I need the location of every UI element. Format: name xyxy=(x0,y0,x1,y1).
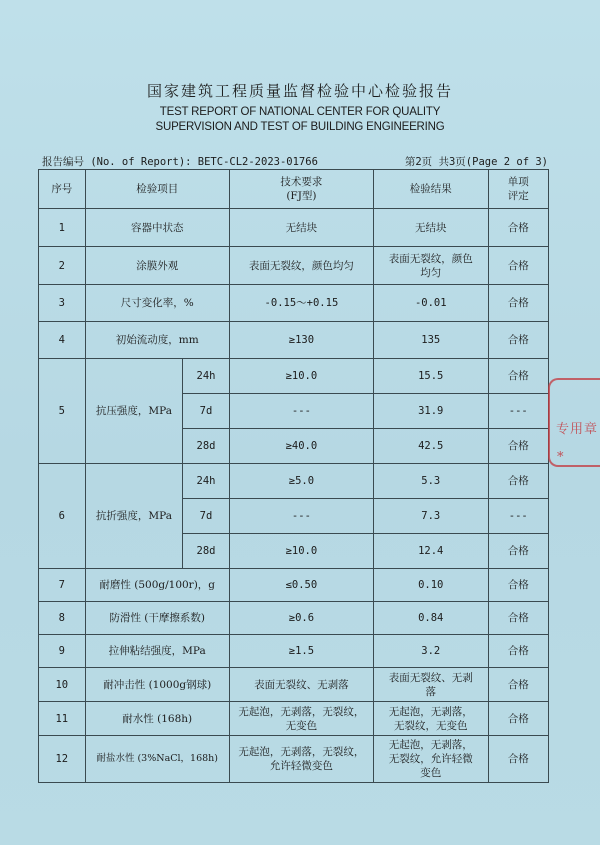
row-requirement: --- xyxy=(229,499,373,534)
row-result xyxy=(374,736,489,783)
col-header-requirement-line1: 技术要求 xyxy=(280,176,323,188)
row-result: 0.10 xyxy=(374,569,489,602)
row-verdict: --- xyxy=(488,394,549,429)
col-header-no: 序号 xyxy=(39,170,86,209)
seal-stamp-star: * xyxy=(557,450,564,465)
row-age: 28d xyxy=(183,429,230,464)
row-result: 5.3 xyxy=(374,464,489,499)
row-result: 135 xyxy=(374,322,489,359)
row-no: 3 xyxy=(39,285,86,322)
row-requirement: ≥1.5 xyxy=(229,635,373,668)
row-requirement xyxy=(229,702,373,736)
row-verdict: 合格 xyxy=(488,602,549,635)
row-item: 初始流动度，mm xyxy=(85,322,229,359)
table-row xyxy=(39,569,549,602)
row-item: 耐水性 (168h) xyxy=(85,702,229,736)
row-age: 24h xyxy=(183,359,230,394)
row-result-line3: 变色 xyxy=(420,767,442,779)
row-requirement-line2: 无变色 xyxy=(285,719,318,732)
row-no: 9 xyxy=(39,635,86,668)
row-result: 7.3 xyxy=(374,499,489,534)
row-verdict: 合格 xyxy=(488,464,549,499)
row-requirement xyxy=(229,736,373,783)
row-verdict: 合格 xyxy=(488,429,549,464)
row-requirement-line1: 无起泡，无剥落，无裂纹， xyxy=(238,705,365,718)
row-no: 1 xyxy=(39,209,86,247)
row-result-line1: 表面无裂纹，颜色 xyxy=(388,252,473,265)
row-result: 12.4 xyxy=(374,534,489,569)
row-result: 无结块 xyxy=(374,209,489,247)
row-result-line1: 无起泡，无剥落， xyxy=(388,739,473,751)
row-no: 6 xyxy=(39,464,86,569)
table-header-row xyxy=(39,170,549,209)
table-row xyxy=(39,285,549,322)
row-no: 5 xyxy=(39,359,86,464)
row-verdict: 合格 xyxy=(488,209,549,247)
row-item: 耐磨性 (500g/100r)，g xyxy=(85,569,229,602)
row-verdict: 合格 xyxy=(488,736,549,783)
row-age: 7d xyxy=(183,394,230,429)
row-requirement: 表面无裂纹、无剥落 xyxy=(229,668,373,702)
row-requirement: ≥10.0 xyxy=(229,359,373,394)
row-requirement: ≥130 xyxy=(229,322,373,359)
report-info-line xyxy=(42,154,548,169)
report-title-en-line1: TEST REPORT OF NATIONAL CENTER FOR QUALITY xyxy=(159,106,441,118)
row-requirement: ≥0.6 xyxy=(229,602,373,635)
row-item: 耐盐水性 (3%NaCl，168h) xyxy=(85,736,229,783)
table-row xyxy=(39,736,549,783)
row-no: 12 xyxy=(39,736,86,783)
row-no: 2 xyxy=(39,247,86,285)
row-verdict: 合格 xyxy=(488,668,549,702)
row-result: -0.01 xyxy=(374,285,489,322)
table-row xyxy=(39,322,549,359)
row-verdict: --- xyxy=(488,499,549,534)
row-result: 3.2 xyxy=(374,635,489,668)
row-age: 7d xyxy=(183,499,230,534)
row-age: 28d xyxy=(183,534,230,569)
row-requirement: ≥40.0 xyxy=(229,429,373,464)
row-requirement: ≥5.0 xyxy=(229,464,373,499)
report-title-cn: 国家建筑工程质量监督检验中心检验报告 xyxy=(146,82,453,100)
row-verdict: 合格 xyxy=(488,569,549,602)
col-header-verdict-line1: 单项 xyxy=(507,176,529,188)
row-result-line2: 均匀 xyxy=(420,266,442,279)
row-no: 7 xyxy=(39,569,86,602)
row-result: 15.5 xyxy=(374,359,489,394)
row-result: 0.84 xyxy=(374,602,489,635)
col-header-item: 检验项目 xyxy=(85,170,229,209)
col-header-requirement-line2: (FJ型) xyxy=(286,190,317,202)
table-row xyxy=(39,247,549,285)
row-result: 31.9 xyxy=(374,394,489,429)
row-requirement: --- xyxy=(229,394,373,429)
row-item: 抗折强度，MPa xyxy=(85,464,183,569)
table-row xyxy=(39,702,549,736)
row-requirement: ≥10.0 xyxy=(229,534,373,569)
row-item: 抗压强度，MPa xyxy=(85,359,183,464)
row-verdict: 合格 xyxy=(488,359,549,394)
seal-stamp-text: 专用章 xyxy=(556,422,599,437)
row-item: 拉伸粘结强度，MPa xyxy=(85,635,229,668)
row-item: 涂膜外观 xyxy=(85,247,229,285)
row-no: 4 xyxy=(39,322,86,359)
row-item: 耐冲击性 (1000g钢球) xyxy=(85,668,229,702)
row-result: 42.5 xyxy=(374,429,489,464)
col-header-verdict xyxy=(488,170,549,209)
row-requirement-line2: 允许轻微变色 xyxy=(269,760,333,772)
row-verdict: 合格 xyxy=(488,702,549,736)
row-result-line1: 无起泡，无剥落， xyxy=(388,705,473,718)
row-item: 容器中状态 xyxy=(85,209,229,247)
col-header-result: 检验结果 xyxy=(374,170,489,209)
row-result-line2: 无裂纹，无变色 xyxy=(394,719,468,732)
row-item: 防滑性 (干摩擦系数) xyxy=(85,602,229,635)
row-no: 10 xyxy=(39,668,86,702)
row-verdict: 合格 xyxy=(488,285,549,322)
row-result-line2: 落 xyxy=(425,685,436,698)
row-requirement: 无结块 xyxy=(229,209,373,247)
table-row xyxy=(39,209,549,247)
row-result xyxy=(374,668,489,702)
row-no: 11 xyxy=(39,702,86,736)
row-result xyxy=(374,247,489,285)
table-row xyxy=(39,668,549,702)
row-requirement: -0.15～+0.15 xyxy=(229,285,373,322)
row-result-line2: 无裂纹，允许轻微 xyxy=(388,753,473,765)
row-item: 尺寸变化率，% xyxy=(85,285,229,322)
report-title-en-line2: SUPERVISION AND TEST OF BUILDING ENGINEERING xyxy=(155,121,445,133)
row-no: 8 xyxy=(39,602,86,635)
table-row xyxy=(39,464,549,499)
table-row xyxy=(39,359,549,394)
row-verdict: 合格 xyxy=(488,534,549,569)
row-verdict: 合格 xyxy=(488,247,549,285)
row-result-line1: 表面无裂纹、无剥 xyxy=(388,671,473,684)
table-row xyxy=(39,635,549,668)
row-age: 24h xyxy=(183,464,230,499)
page-info: 第2页 共3页(Page 2 of 3) xyxy=(404,156,548,168)
row-requirement-line1: 无起泡，无剥落，无裂纹， xyxy=(238,746,365,758)
report-number: 报告编号 (No. of Report): BETC-CL2-2023-01766 xyxy=(42,156,318,168)
col-header-requirement xyxy=(229,170,373,209)
row-requirement: ≤0.50 xyxy=(229,569,373,602)
col-header-verdict-line2: 评定 xyxy=(507,190,529,202)
row-verdict: 合格 xyxy=(488,322,549,359)
row-result xyxy=(374,702,489,736)
test-results-table xyxy=(38,169,549,783)
row-requirement: 表面无裂纹，颜色均匀 xyxy=(229,247,373,285)
row-verdict: 合格 xyxy=(488,635,549,668)
table-row xyxy=(39,602,549,635)
